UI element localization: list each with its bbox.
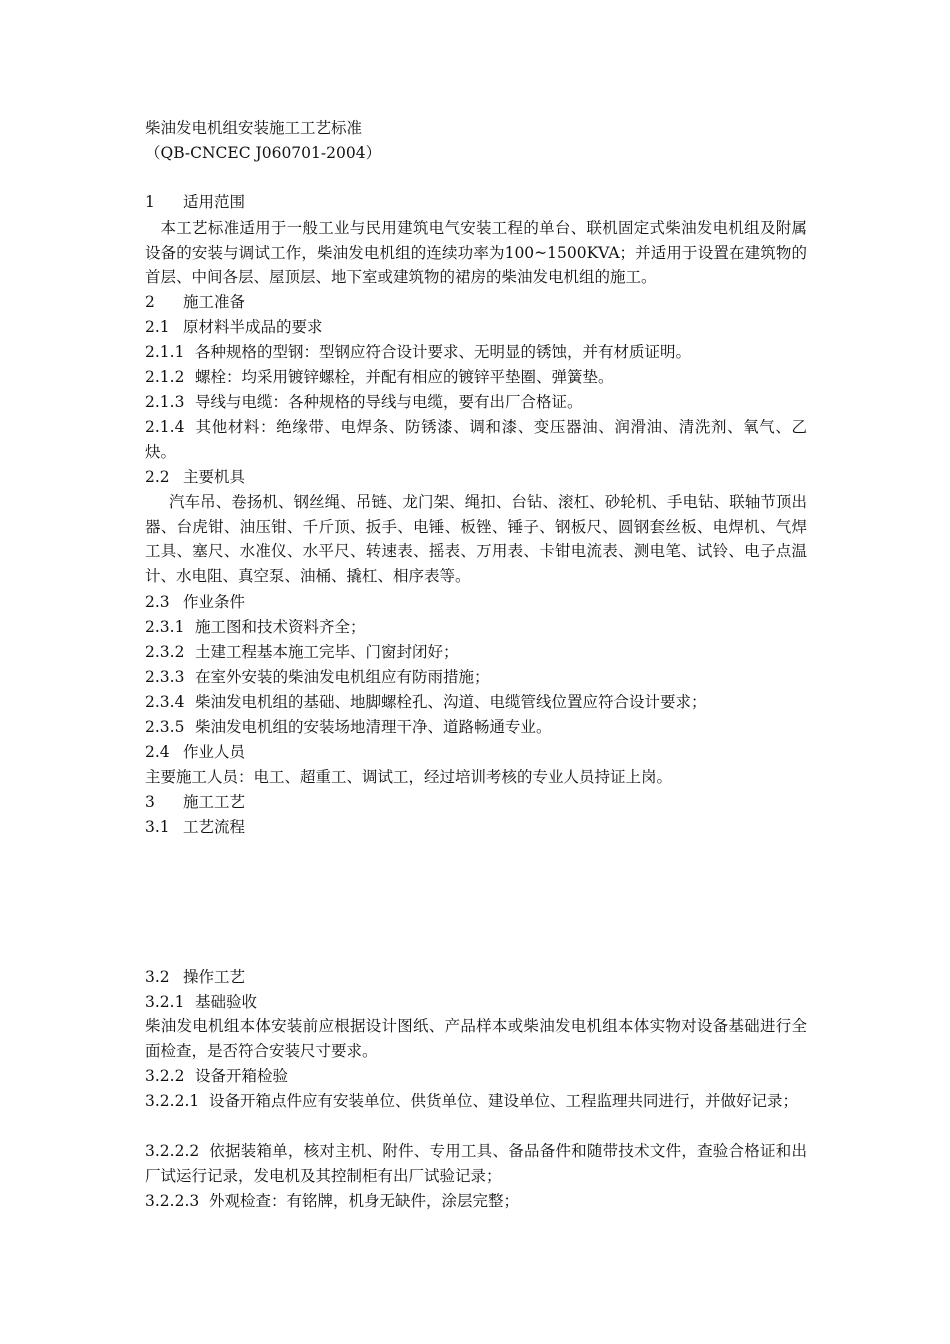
item-text: 导线与电缆：各种规格的导线与电缆，要有出厂合格证。: [195, 393, 583, 411]
item-number: 2.3.4: [145, 693, 185, 711]
section-title: 作业人员: [183, 743, 246, 761]
section-3-2-1-heading: [145, 990, 257, 1014]
section-title: 操作工艺: [183, 968, 246, 986]
item-3-2-2-2: [145, 1139, 807, 1188]
item-text: 依据装箱单，核对主机、附件、专用工具、备品备件和随带技术文件，查验合格证和出厂试运行记录，发电机及其控制柜有出厂试验记录；: [145, 1142, 807, 1185]
item-text: 在室外安装的柴油发电机组应有防雨措施；: [195, 668, 490, 686]
section-number: 3.2: [145, 968, 170, 986]
section-number: 2: [145, 293, 155, 311]
item-number: 3.2.2.2: [145, 1142, 200, 1160]
item-text: 其他材料：绝缘带、电焊条、防锈漆、调和漆、变压器油、润滑油、清洗剂、氧气、乙炔。: [145, 418, 807, 461]
section-number: 2.3: [145, 593, 170, 611]
section-title: 作业条件: [183, 593, 246, 611]
section-title: 工艺流程: [183, 818, 246, 836]
item-number: 2.3.2: [145, 643, 185, 661]
section-title: 施工准备: [183, 293, 246, 311]
item-text: 柴油发电机组的安装场地清理干净、道路畅通专业。: [195, 718, 552, 736]
item-text: 各种规格的型钢：型钢应符合设计要求、无明显的锈蚀，并有材质证明。: [195, 343, 692, 361]
item-text: 柴油发电机组的基础、地脚螺栓孔、沟道、电缆管线位置应符合设计要求；: [195, 693, 707, 711]
item-2-3-1: [145, 615, 366, 639]
item-number: 3.2.2.3: [145, 1192, 200, 1210]
item-number: 2.1.3: [145, 393, 185, 411]
section-title: 设备开箱检验: [195, 1067, 289, 1085]
section-3-2-2-heading: [145, 1064, 288, 1088]
item-number: 3.2.2.1: [145, 1092, 200, 1110]
item-2-3-3: [145, 665, 490, 689]
section-number: 2.1: [145, 318, 170, 336]
item-number: 2.1.1: [145, 343, 185, 361]
item-number: 2.3.5: [145, 718, 185, 736]
item-2-3-2: [145, 640, 459, 664]
section-2-4-paragraph: 主要施工人员：电工、超重工、调试工，经过培训考核的专业人员持证上岗。: [145, 768, 673, 786]
item-text: 螺栓：均采用镀锌螺栓，并配有相应的镀锌平垫圈、弹簧垫。: [195, 368, 614, 386]
item-number: 2.1.2: [145, 368, 185, 386]
section-number: 3: [145, 793, 155, 811]
section-2-3-heading: [145, 590, 245, 614]
item-text: 设备开箱点件应有安装单位、供货单位、建设单位、工程监理共同进行，并做好记录；: [209, 1092, 799, 1110]
section-2-heading: [145, 290, 245, 314]
document-code: （QB-CNCEC J060701-2004）: [145, 144, 382, 162]
section-1-heading: [145, 190, 245, 214]
item-2-3-5: [145, 715, 552, 739]
item-2-1-2: [145, 365, 614, 389]
section-number: 3.2.2: [145, 1067, 185, 1085]
section-number: 2.4: [145, 743, 170, 761]
item-text: 施工图和技术资料齐全；: [195, 618, 366, 636]
section-title: 基础验收: [195, 993, 258, 1011]
section-number: 3.1: [145, 818, 170, 836]
item-text: 土建工程基本施工完毕、门窗封闭好；: [195, 643, 459, 661]
section-2-2-heading: [145, 465, 245, 489]
item-number: 2.3.1: [145, 618, 185, 636]
section-number: 1: [145, 193, 155, 211]
section-2-4-heading: [145, 740, 245, 764]
section-1-paragraph: 本工艺标准适用于一般工业与民用建筑电气安装工程的单台、联机固定式柴油发电机组及附属设备的安装与调试工作，柴油发电机组的连续功率为100~1500KVA；并适用于设置在建筑物的首层、中间各层、屋顶层、地下室或建筑物的裙房的柴油发电机组的施工。: [145, 219, 807, 287]
section-number: 3.2.1: [145, 993, 185, 1011]
section-title: 原材料半成品的要求: [183, 318, 323, 336]
section-3-2-1-paragraph: 柴油发电机组本体安装前应根据设计图纸、产品样本或柴油发电机组本体实物对设备基础进行全面检查，是否符合安装尺寸要求。: [145, 1017, 807, 1060]
section-2-2-paragraph: 汽车吊、卷扬机、钢丝绳、吊链、龙门架、绳扣、台钻、滚杠、砂轮机、手电钻、联轴节顶出器、台虎钳、油压钳、千斤顶、扳手、电锤、板锉、锤子、钢板尺、圆钢套丝板、电焊机、气焊工具、塞尺、水准仪、水平尺、转速表、摇表、万用表、卡钳电流表、测电笔、试铃、电子点温计、水电阻、真空泵、油桶、撬杠、相序表等。: [145, 493, 807, 585]
item-3-2-2-1: [145, 1089, 807, 1114]
document-title: 柴油发电机组安装施工工艺标准: [145, 119, 363, 137]
item-number: 2.3.3: [145, 668, 185, 686]
item-2-1-1: [145, 340, 691, 364]
item-3-2-2-3: [145, 1189, 519, 1213]
item-2-1-3: [145, 390, 583, 414]
item-text: 外观检查：有铭牌，机身无缺件，涂层完整；: [209, 1192, 520, 1210]
item-number: 2.1.4: [145, 418, 185, 436]
section-3-1-heading: [145, 815, 245, 839]
section-3-2-heading: [145, 965, 245, 989]
item-2-3-4: [145, 690, 707, 714]
section-title: 主要机具: [183, 468, 246, 486]
section-title: 适用范围: [183, 193, 246, 211]
section-number: 2.2: [145, 468, 170, 486]
section-title: 施工工艺: [183, 793, 246, 811]
item-2-1-4: [145, 415, 807, 464]
section-3-heading: [145, 790, 245, 814]
section-2-1-heading: [145, 315, 323, 339]
